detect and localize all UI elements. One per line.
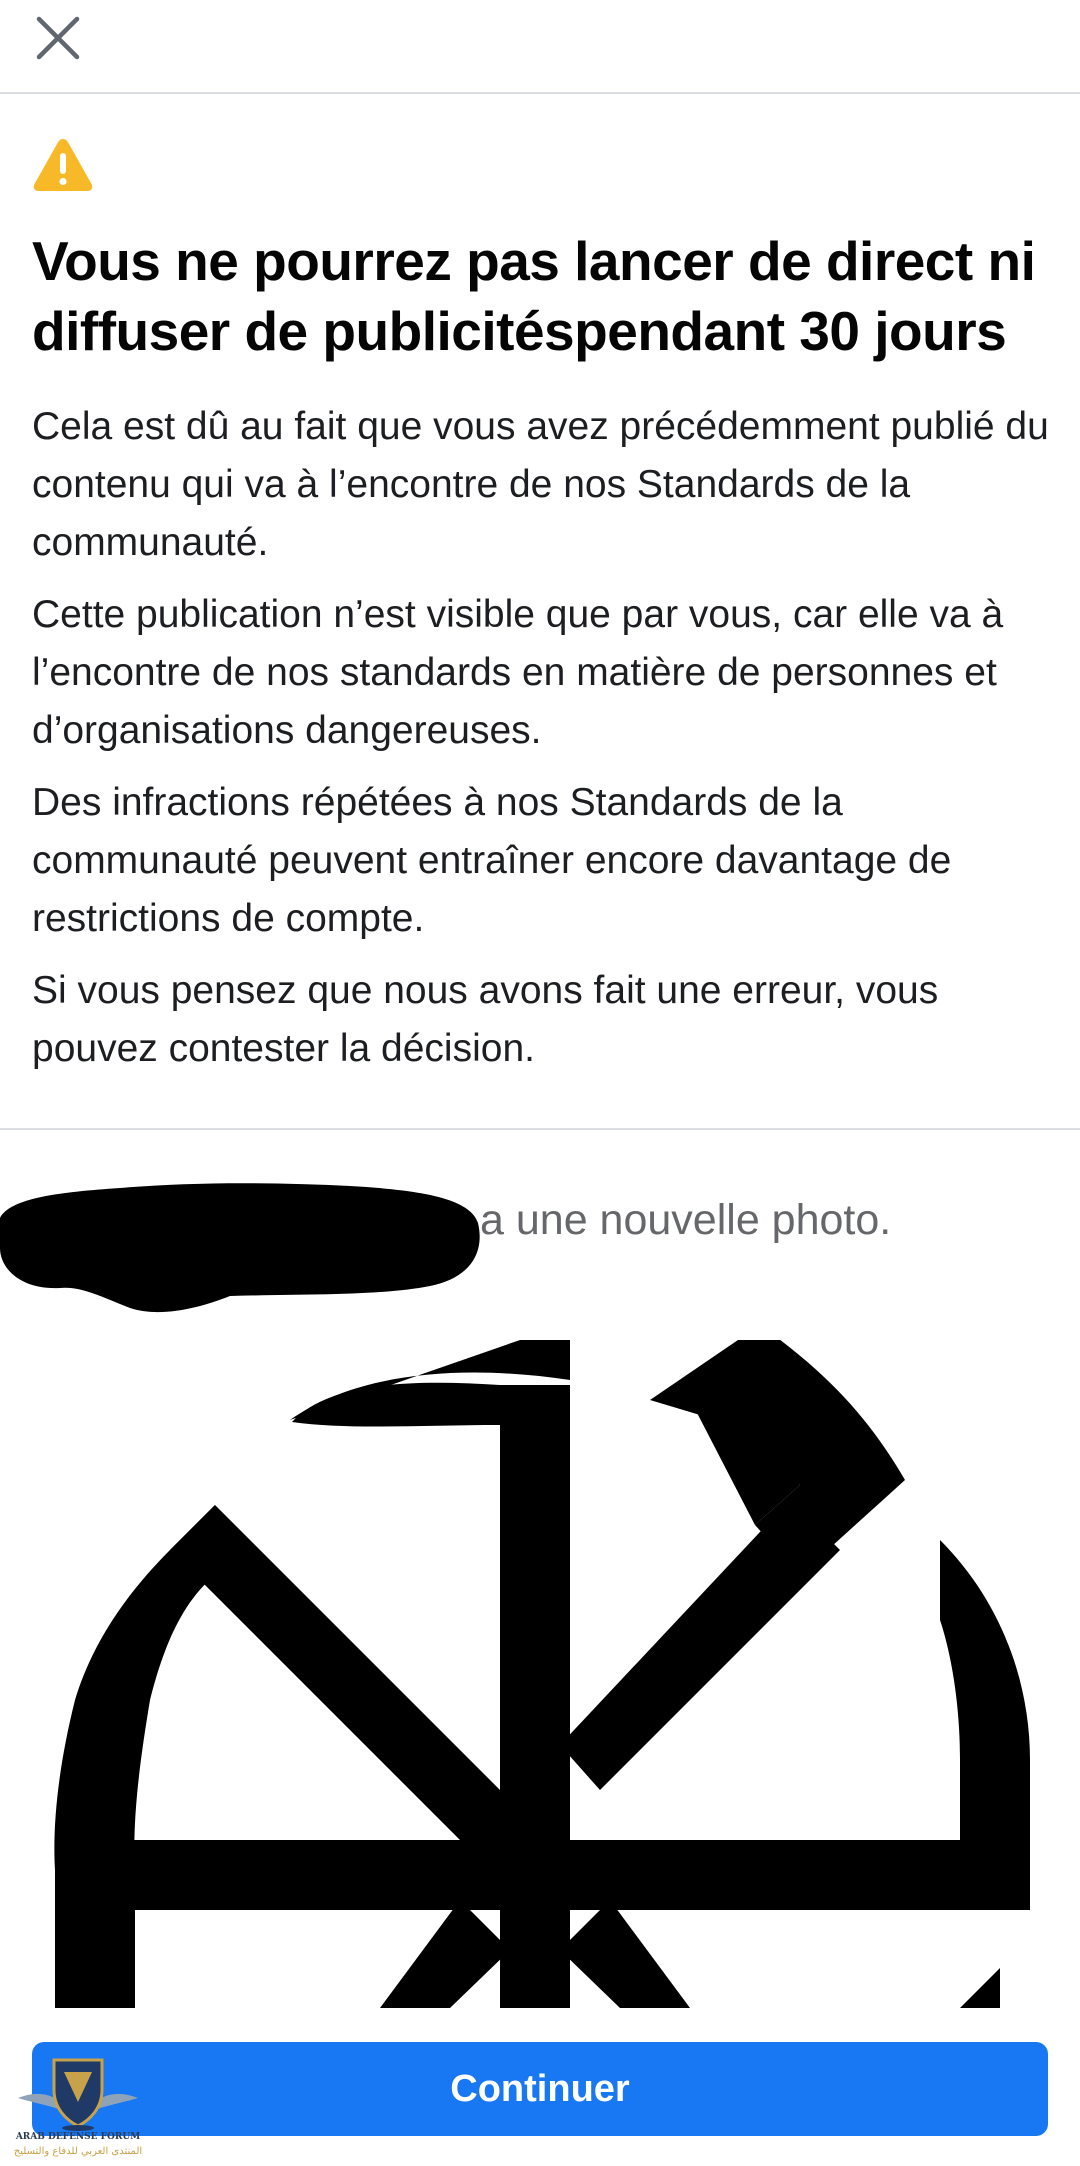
notice-paragraph: Cette publication n’est visible que par vous, car elle va à l’encontre de nos standards en matière de personnes et d’organisations dangereuses. [32,593,1004,752]
notice-paragraph: Cela est dû au fait que vous avez précédemment publié du contenu qui va à l’encontre de nos Standards de la communauté. [32,405,1049,564]
post-header [0,1140,1080,1330]
notice-paragraph: Des infractions répétées à nos Standards de la communauté peuvent entraîner encore davantage de restrictions de compte. [32,781,952,940]
warning-triangle-icon [32,136,94,194]
post-caption: a une nouvelle photo. [480,1196,892,1244]
continue-button[interactable]: Continuer [32,2042,1048,2136]
post-image [0,1340,1080,2008]
watermark-subtitle: المنتدى العربي للدفاع والتسليح [13,2146,143,2157]
divider [0,1128,1080,1130]
notice-body [32,398,1062,1092]
black-sun-symbol-image [0,1340,1080,2008]
close-icon [35,15,81,61]
author-redaction [0,1168,480,1318]
top-bar [0,0,1080,94]
watermark-logo [8,2050,148,2162]
notice-paragraph: Si vous pensez que nous avons fait une erreur, vous pouvez contester la décision. [32,969,939,1070]
watermark-name: ARAB DEFENSE FORUM [15,2132,141,2142]
notice-title: Vous ne pourrez pas lancer de direct ni diffuser de publicitéspendant 30 jours [32,230,1036,362]
close-button[interactable] [28,8,88,68]
shield-wings-logo [8,2050,148,2132]
